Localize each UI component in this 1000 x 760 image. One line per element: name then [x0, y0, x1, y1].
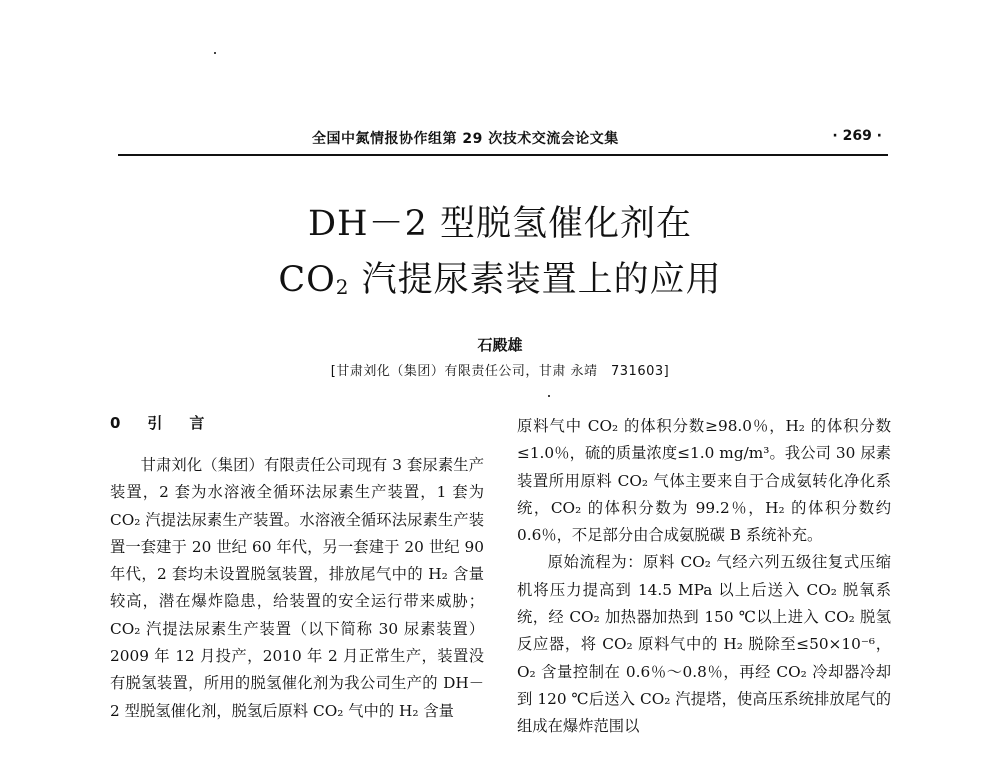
author-name: 石殿雄 — [477, 336, 523, 354]
body-paragraph: 原料气中 CO₂ 的体积分数≥98.0％，H₂ 的体积分数≤1.0％，硫的质量浓度≤1.0 mg/m³。我公司 30 尿素装置所用原料 CO₂ 气体主要来自于合成氨转化净化系统，CO₂ 的体积分数为 99.2％，H₂ 的体积分数约 0.6％，不足部分由合成氨脱碳 B 系统补充。 — [517, 417, 891, 545]
left-column — [110, 452, 484, 725]
header-rule — [118, 154, 888, 156]
page-number: · 269 · — [832, 128, 882, 144]
author-affiliation: [甘肃刘化（集团）有限责任公司，甘肃 永靖 731603] — [330, 364, 670, 379]
scan-speck — [548, 395, 550, 397]
right-column — [517, 413, 891, 741]
journal-title: 全国中氮情报协作组第 29 次技术交流会论文集 — [312, 131, 619, 147]
body-paragraph: 甘肃刘化（集团）有限责任公司现有 3 套尿素生产装置，2 套为水溶液全循环法尿素生产装置，1 套为 CO₂ 汽提法尿素生产装置。水溶液全循环法尿素生产装置一套建于 20 世纪 60 年代，另一套建于 20 世纪 90 年代，2 套均未设置脱氢装置，排放尾气中的 H₂ 含量较高，潜在爆炸隐患，给装置的安全运行带来威胁；CO₂ 汽提法尿素生产装置（以下简称 30 尿素装置）2009 年 12 月投产，2010 年 2 月正常生产，装置没有脱氢装置，所用的脱氢催化剂为我公司生产的 DH－2 型脱氢催化剂，脱氢后原料 CO₂ 气中的 H₂ 含量 — [110, 456, 484, 720]
running-header — [312, 128, 882, 150]
paper-title-line2: $CO_2$ 汽提尿素装置上的应用 — [278, 260, 722, 300]
body-paragraph: 原始流程为：原料 CO₂ 气经六列五级往复式压缩机将压力提高到 14.5 MPa 以上后送入 CO₂ 脱氧系统，经 CO₂ 加热器加热到 150 ℃以上进入 CO₂ 脱氢反应器，将 CO₂ 原料气中的 H₂ 脱除至≤50×10⁻⁶，O₂ 含量控制在 0.6％～0.8％，再经 CO₂ 冷却器冷却到 120 ℃后送入 CO₂ 汽提塔，使高压系统排放尾气的组成在爆炸范围以 — [517, 553, 891, 736]
section-heading: 0 引 言 — [110, 414, 211, 432]
scan-speck — [214, 52, 216, 54]
paper-title-line1: DH－2 型脱氢催化剂在 — [308, 204, 692, 244]
